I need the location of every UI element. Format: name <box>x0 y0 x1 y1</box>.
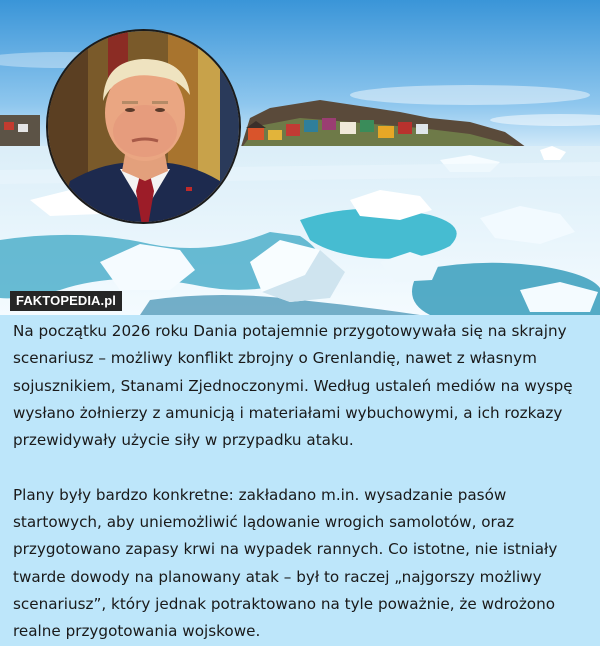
article-text <box>13 318 591 646</box>
article-paragraph: Plany były bardzo konkretne: zakładano m.in. wysadzanie pasów startowych, aby uniemożliwić lądowanie wrogich samolotów, oraz przygotowano zapasy krwi na wypadek rannych. Co istotne, nie istniały twarde dowody na planowany atak – był to raczej „najgorszy możliwy scenariusz”, który jednak potraktowano na tyle poważnie, że wdrożono realne przygotowania wojskowe. <box>13 485 558 641</box>
portrait-photo <box>46 29 241 224</box>
article-paragraph: Na początku 2026 roku Dania potajemnie przygotowywała się na skrajny scenariusz – możliwy konflikt zbrojny o Grenlandię, nawet z własnym sojusznikiem, Stanami Zjednoczonymi. Według ustaleń mediów na wyspę wysłano żołnierzy z amunicją i materiałami wybuchowymi, a ich rozkazy przewidywały użycie siły w przypadku ataku. <box>13 322 573 450</box>
brand-watermark: FAKTOPEDIA.pl <box>10 291 122 311</box>
